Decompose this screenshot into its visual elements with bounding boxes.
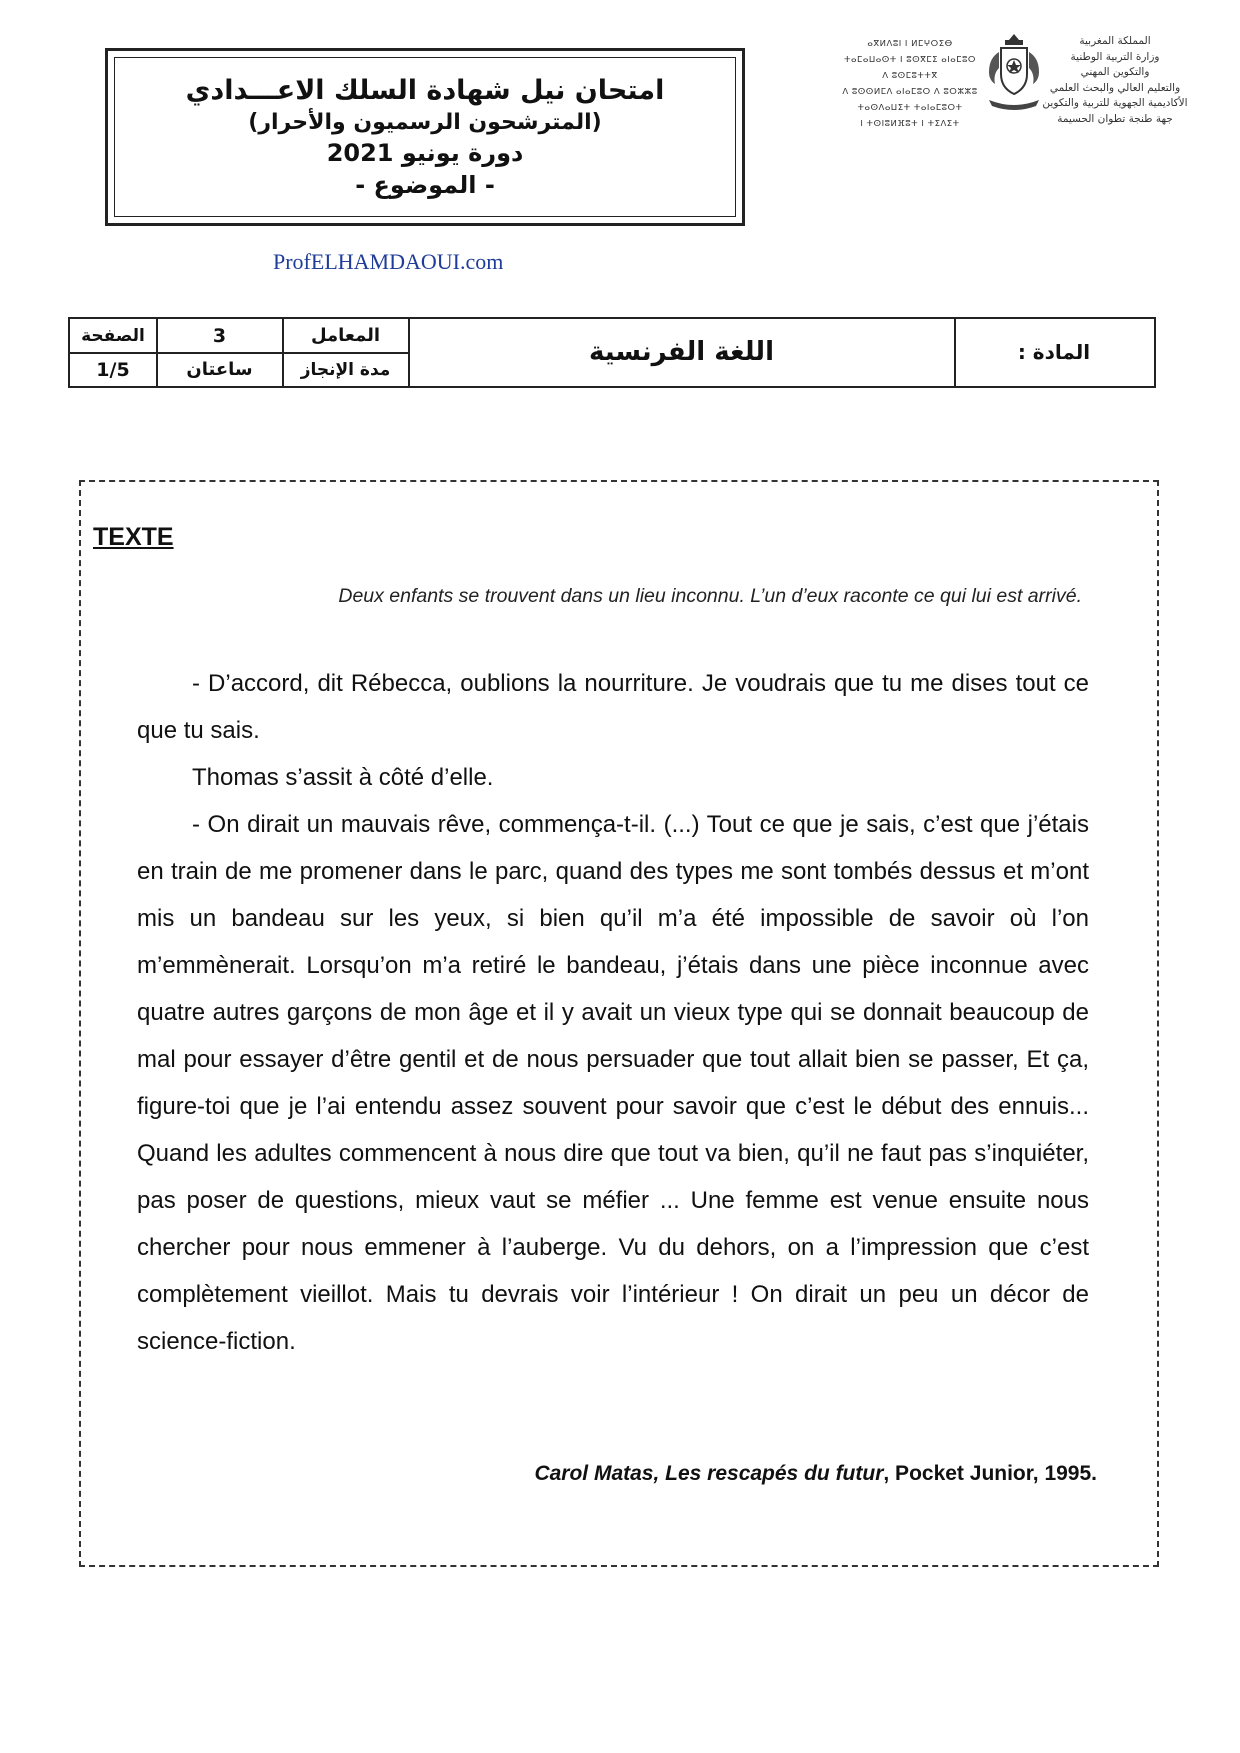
exam-title: امتحان نيل شهادة السلك الاعـــدادي	[185, 75, 665, 106]
arabic-line: والتعليم العالي والبحث العلمي	[1049, 81, 1181, 94]
arabic-line: والتكوين المهني	[1080, 66, 1150, 78]
page-value: 1/5	[96, 358, 130, 381]
duration-value: ساعتان	[186, 359, 253, 380]
coefficient-value: 3	[212, 324, 227, 347]
ministry-tifinagh	[835, 36, 985, 132]
text-intro: Deux enfants se trouvent dans un lieu inconnu. L’un d’eux raconte ce qui lui est arrivé.	[338, 585, 1082, 607]
exam-session: دورة يونيو 2021	[326, 139, 524, 167]
ministry-header	[835, 30, 1190, 170]
exam-title-inner	[114, 57, 736, 217]
passage-paragraph: Thomas s’assit à côté d’elle.	[192, 764, 494, 791]
exam-title-box	[105, 48, 745, 226]
page-label: الصفحة	[81, 325, 145, 346]
tifinagh-line: ⵏ ⵜⵙⵏⵓⵍⴼⵓⵜ ⵏ ⵜⵉⴷⵉⵜ	[860, 119, 960, 129]
tifinagh-line: ⵜⴰⵙⴷⴰⵡⵉⵜ ⵜⴰⵏⴰⵎⵓⵔⵜ	[857, 103, 963, 113]
tifinagh-line: ⵜⴰⵎⴰⵡⴰⵙⵜ ⵏ ⵓⵙⴳⵎⵉ ⴰⵏⴰⵎⵓⵔ	[844, 55, 976, 65]
arabic-line: الأكاديمية الجهوية للتربية والتكوين	[1042, 97, 1188, 109]
subject-value: اللغة الفرنسية	[589, 337, 774, 367]
text-passage	[137, 660, 1089, 1365]
text-source	[110, 1462, 1097, 1486]
tifinagh-line: ⴰⴳⵍⴷⵓⵏ ⵏ ⵍⵎⵖⵔⵉⴱ	[867, 39, 953, 49]
tifinagh-line: ⴷ ⵓⵙⵙⵍⵎⴷ ⴰⵏⴰⵎⵓⵔ ⴷ ⵓⵔⵣⵣⵓ	[842, 87, 978, 97]
arabic-line: وزارة التربية الوطنية	[1070, 50, 1160, 63]
ministry-arabic	[1040, 34, 1190, 127]
coat-of-arms-icon	[983, 30, 1045, 120]
source-author-title: Carol Matas, Les rescapés du futur	[534, 1462, 884, 1485]
passage-paragraph: - On dirait un mauvais rêve, commença-t-il. (...) Tout ce que je sais, c’est que j’étais en train de me promener dans le parc, quand des types me sont tombés dessus et m’ont mis un bandeau sur les yeux, si bien qu’il m’a été impossible de savoir où l’on m’emmènerait. Lorsqu’on m’a retiré le bandeau, j’étais dans une pièce inconnue avec quatre autres garçons de mon âge et il y avait un vieux type qui se donnait beaucoup de mal pour essayer d’être gentil et de nous persuader que tout allait bien se passer, Et ça, figure-toi que je l’ai entendu assez souvent pour savoir que c’est le début des ennuis... Quand les adultes commencent à nous dire que tout va bien, qu’il ne faut pas s’inquiéter, pas poser de questions, mieux vaut se méfier ... Une femme est venue ensuite nous chercher pour nous emmener à l’auberge. Vu du dehors, on a l’impression que c’est complètement vieillot. Mais tu devrais voir l’intérieur ! On dirait un peu un décor de science-fiction.	[137, 811, 1089, 1355]
tifinagh-line: ⴷ ⵓⵙⵎⵓⵜⵜⴳ	[882, 71, 938, 81]
arabic-line: المملكة المغربية	[1079, 35, 1151, 47]
duration-label: مدة الإنجاز	[300, 359, 391, 380]
arabic-line: جهة طنجة تطوان الحسيمة	[1057, 112, 1173, 125]
text-heading: TEXTE	[93, 523, 174, 551]
exam-candidates: (المترشحون الرسميون والأحرار)	[248, 110, 602, 135]
subject-label: المادة :	[1017, 340, 1091, 364]
exam-subject-label: - الموضوع -	[355, 171, 495, 199]
coefficient-label: المعامل	[310, 325, 381, 346]
source-publisher: , Pocket Junior, 1995.	[883, 1462, 1097, 1485]
site-link[interactable]: ProfELHAMDAOUI.com	[273, 249, 504, 274]
subject-info-table	[68, 317, 1156, 388]
passage-paragraph: - D’accord, dit Rébecca, oublions la nourriture. Je voudrais que tu me dises tout ce que tu sais.	[137, 670, 1089, 744]
